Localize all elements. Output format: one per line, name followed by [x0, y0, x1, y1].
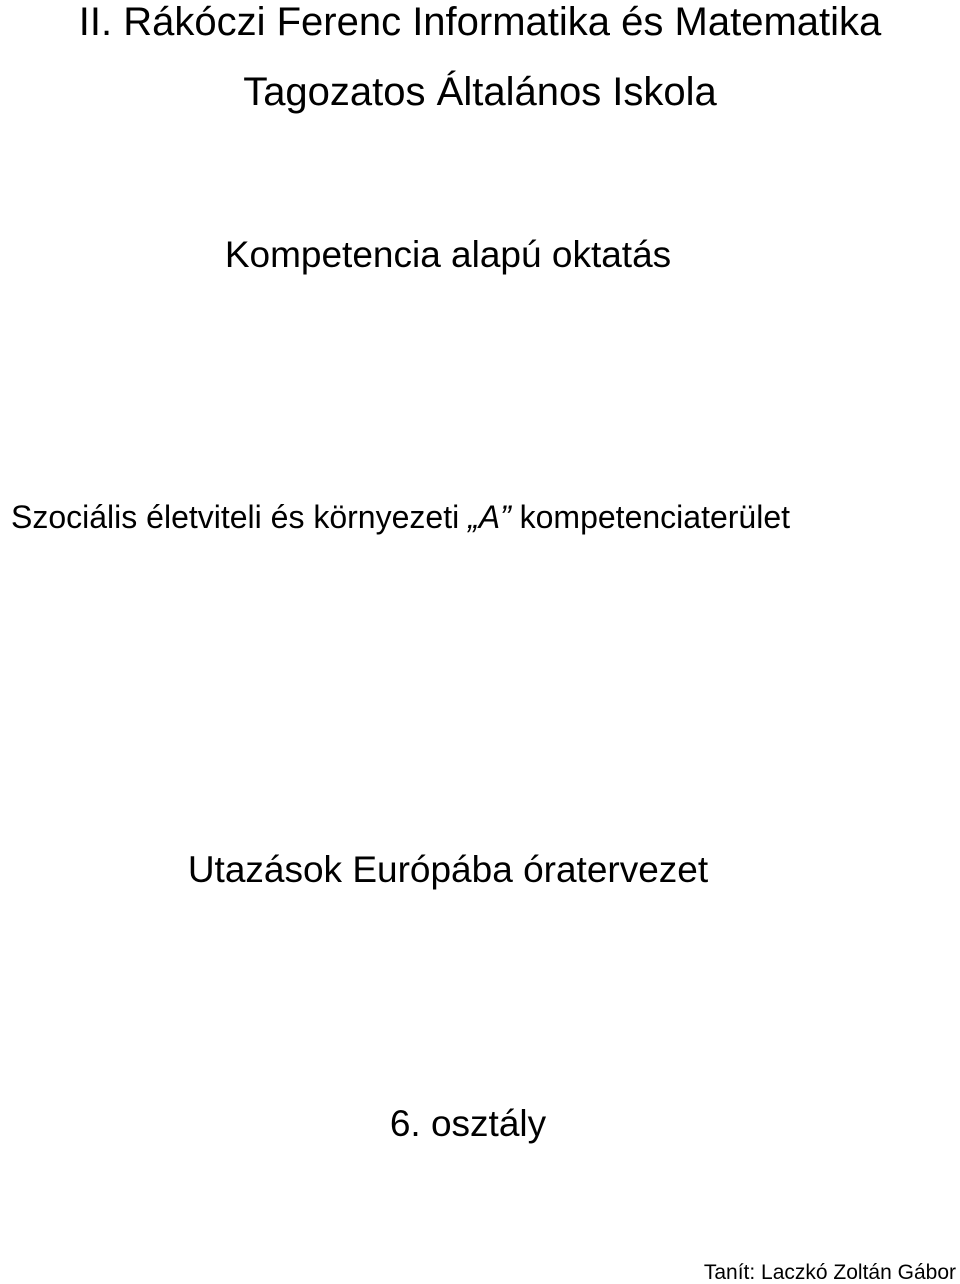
grade-level: 6. osztály	[389, 1103, 547, 1144]
competence-area-quoted: „A”	[468, 499, 511, 535]
subtitle: Kompetencia alapú oktatás	[224, 234, 672, 275]
competence-area-prefix: Szociális életviteli és környezeti	[11, 499, 469, 535]
lesson-plan-title: Utazások Európába óratervezet	[187, 849, 709, 890]
competence-area	[11, 501, 790, 533]
competence-area-suffix: kompetenciaterület	[510, 499, 790, 535]
school-name-line2: Tagozatos Általános Iskola	[243, 70, 717, 114]
school-name-line1: II. Rákóczi Ferenc Informatika és Matematika	[78, 0, 882, 44]
teacher-name: Tanít: Laczkó Zoltán Gábor	[703, 1261, 956, 1284]
